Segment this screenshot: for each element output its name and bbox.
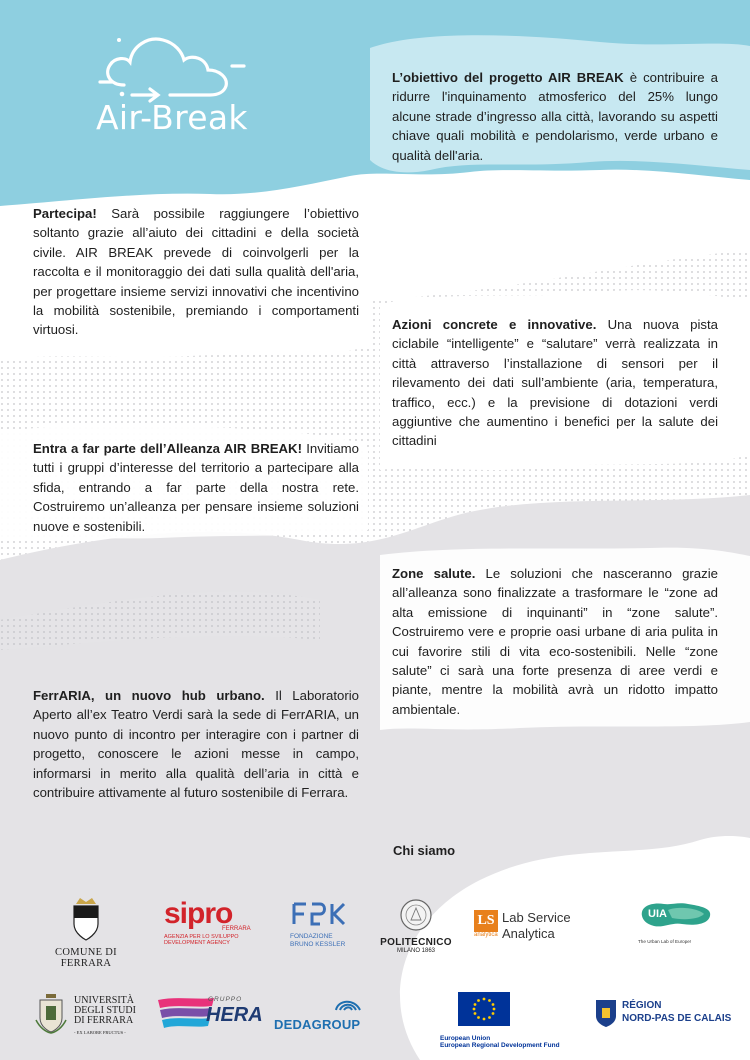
dedagroup-arc-icon	[274, 996, 370, 1012]
sipro-sub1: AGENZIA PER LO SVILUPPO	[164, 934, 239, 940]
section-alleanza-heading: Entra a far parte dell’Alleanza AIR BREAK!	[33, 441, 302, 456]
fbk-line2: BRUNO KESSLER	[290, 941, 346, 948]
logo-region	[594, 998, 744, 1038]
sipro-name: sipro	[164, 897, 233, 930]
logo-fbk	[290, 900, 360, 954]
politecnico-name: POLITECNICO	[380, 937, 452, 948]
hera-name: HERA	[206, 1004, 263, 1026]
section-obiettivo-body: è contribuire a ridurre l'inquinamento atmosferico del 25% lungo alcune strade d’ingresso alla città, lavorando su aspetti chiave quali mobilità e pendolarismo, verde urbano e qualità dell'aria.	[392, 70, 719, 163]
fbk-line1: FONDAZIONE	[290, 933, 333, 940]
section-partecipa	[33, 204, 359, 340]
region-line2: NORD-PAS DE CALAIS	[622, 1013, 732, 1024]
section-obiettivo	[392, 68, 718, 165]
section-ferraria-heading: FerrARIA, un nuovo hub urbano.	[33, 688, 265, 703]
section-alleanza-body: Invitiamo tutti i gruppi d’interesse del territorio a partecipare alla sfida, entrando a far parte della nostra rete. Costruiremo un’alleanza per pensare insieme soluzioni nuove e sostenibili.	[33, 441, 359, 534]
uia-mark: UIA	[648, 908, 667, 920]
eu-line2: European Regional Development Fund	[440, 1042, 560, 1049]
section-ferraria	[33, 686, 359, 802]
uia-tag: The Urban Lab of Europe!	[638, 939, 692, 944]
section-zone-body: Le soluzioni che nasceranno grazie all’alleanza sono finalizzate a trasformare le “zone ad alta emissione di inquinanti” in “zone salute”. Costruiremo vere e proprie oasi urbane di aria pulita in cui favorire stili di vita eco-sostenibili. Nelle “zone salute” ci sarà una forte presenza di aree verdi e piante, mentre la mobilità avrà un ridotto impatto ambientale.	[392, 566, 718, 717]
section-partecipa-body: Sarà possibile raggiungere l’obiettivo soltanto grazie all’aiuto dei cittadini e della società civile. AIR BREAK prevede di coinvolgerli per la raccolta e il monitoraggio dei dati sulla qualità dell'aria, per progettare insieme servizi innovativi che incentivino la mobilità sostenibile, premiando i comportamenti virtuosi.	[33, 206, 359, 338]
section-azioni-body: Una nuova pista ciclabile “intelligente” e “salutare” verrà realizzata in città attraverso l’installazione di sensori per il rilevamento dei dati sull’ambiente (aria, temperatura, traffico, ecc.) e la previsione di dotazioni verdi aggiuntive che aumentino i benefici per la salute dei cittadini	[392, 317, 718, 449]
chi-siamo-heading: Chi siamo	[393, 843, 456, 858]
brand-title: Air-Break	[96, 98, 248, 137]
region-line1: RÉGION	[622, 1000, 662, 1011]
logo-lab-service	[474, 910, 584, 944]
logo-comune-ferrara	[30, 896, 142, 969]
unife-line3: DI FERRARA	[74, 1015, 134, 1026]
section-azioni	[392, 315, 718, 451]
region-mark-icon	[594, 998, 618, 1028]
logo-unife	[34, 990, 154, 1040]
unife-line4: - EX LABORE FRUCTUS -	[74, 1030, 126, 1035]
lab-line2: Analytica	[502, 926, 555, 941]
politecnico-sub: MILANO 1863	[396, 948, 436, 954]
eu-line1: European Union	[440, 1035, 491, 1042]
ferrara-label: COMUNE DI FERRARA	[55, 947, 117, 969]
politecnico-seal-icon	[399, 898, 433, 932]
logo-eu	[440, 992, 590, 1050]
dedagroup-name: DEDAGROUP	[274, 1017, 361, 1032]
section-ferraria-body: Il Laboratorio Aperto all’ex Teatro Verdi sarà la sede di FerrARIA, un nuovo punto di incontro per interagire con i partner di progetto, conoscere le azioni messe in campo, informarsi in merito alla qualità dell’aria in città e contribuire attivamente al futuro sostenibile di Ferrara.	[33, 688, 359, 801]
fbk-mark-icon	[290, 900, 350, 928]
eu-flag-icon	[458, 992, 510, 1026]
ferrara-crest-icon	[30, 896, 142, 942]
logo-dedagroup	[274, 996, 370, 1032]
sipro-sub2: DEVELOPMENT AGENCY	[164, 940, 230, 946]
lab-mark: LS	[474, 910, 498, 932]
hera-small: GRUPPO	[208, 996, 243, 1003]
section-zone	[392, 564, 718, 719]
logo-sipro	[164, 897, 264, 956]
section-zone-heading: Zone salute.	[392, 566, 476, 581]
section-azioni-heading: Azioni concrete e innovative.	[392, 317, 597, 332]
unife-line1: UNIVERSITÀ	[74, 995, 134, 1006]
section-obiettivo-heading: L’obiettivo del progetto AIR BREAK	[392, 70, 624, 85]
sipro-small: FERRARA	[222, 926, 251, 932]
logo-uia	[638, 900, 718, 946]
section-partecipa-heading: Partecipa!	[33, 206, 97, 221]
unife-crest-icon	[34, 990, 68, 1034]
unife-line2: DEGLI STUDI	[74, 1005, 136, 1016]
logo-hera	[156, 994, 263, 1034]
section-alleanza	[33, 439, 359, 536]
lab-line1: Lab Service	[502, 910, 571, 925]
logo-politecnico	[374, 898, 458, 958]
lab-mark-sub: analytica	[474, 932, 498, 938]
